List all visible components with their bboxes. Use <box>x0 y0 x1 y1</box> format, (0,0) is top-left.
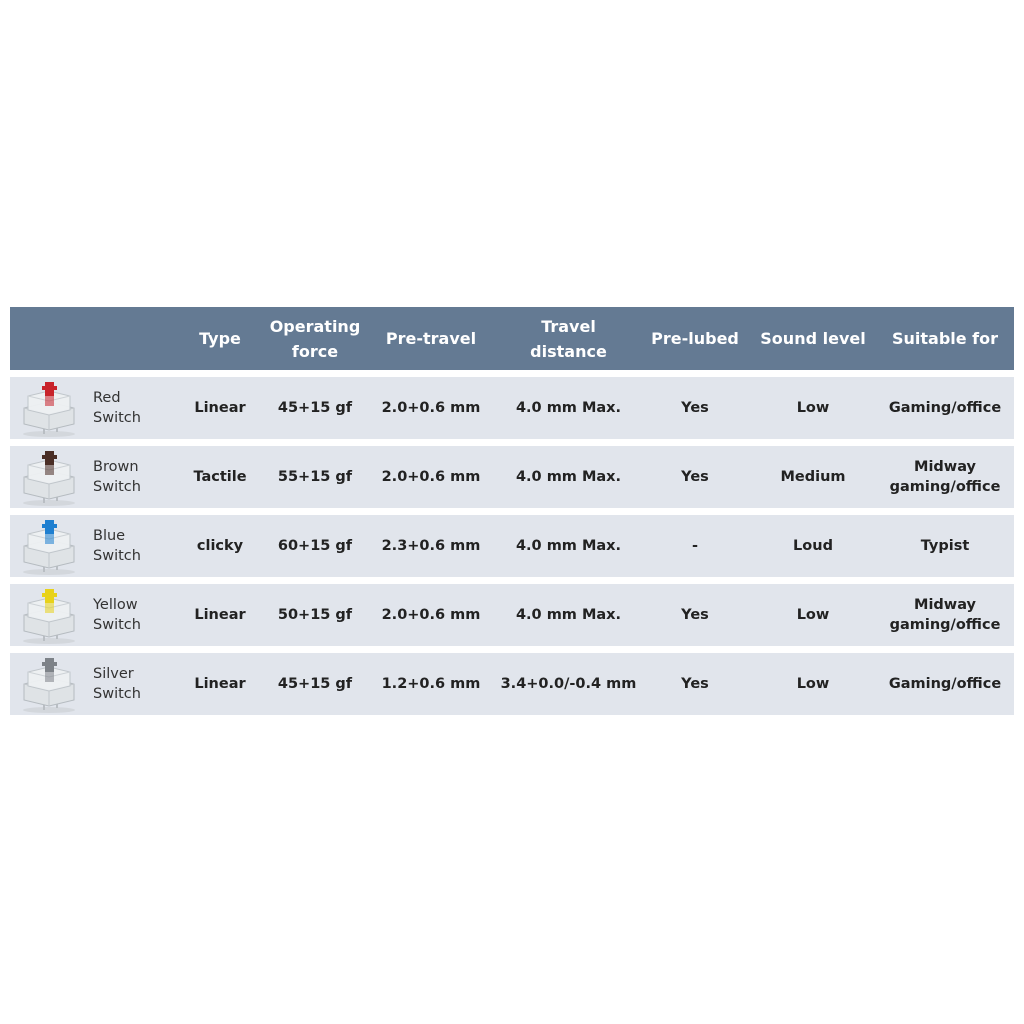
cell-sound-level: Low <box>796 400 830 416</box>
cell-type: Tactile <box>193 469 247 485</box>
switch-name: Brown Switch <box>93 459 141 495</box>
cell-sound-level: Low <box>796 607 830 623</box>
header-sound-level: Sound level <box>760 329 866 348</box>
cell-pre-travel: 1.2+0.6 mm <box>381 676 481 692</box>
cell-sound-level: Medium <box>780 469 846 485</box>
header-pre-travel: Pre-travel <box>385 329 477 348</box>
table-header <box>10 307 1014 370</box>
switch-name: Blue Switch <box>93 528 141 564</box>
header-pre-lubed: Pre-lubed <box>651 329 739 348</box>
cell-type: Linear <box>194 676 246 692</box>
cell-pre-travel: 2.0+0.6 mm <box>381 607 481 623</box>
cell-sound-level: Loud <box>793 538 833 554</box>
header-suitable-for: Suitable for <box>891 329 999 348</box>
table-row <box>10 377 1014 439</box>
cell-pre-lubed: Yes <box>681 676 709 692</box>
table-row <box>10 584 1014 646</box>
cell-travel-distance: 3.4+0.0/-0.4 mm <box>500 676 637 692</box>
cell-suitable-for: Gaming/office <box>888 676 1002 692</box>
switch-image <box>16 516 82 576</box>
cell-operating-force: 50+15 gf <box>277 607 353 623</box>
cell-suitable-for: Gaming/office <box>888 400 1002 416</box>
table-row <box>10 515 1014 577</box>
switch-image <box>16 585 82 645</box>
cell-type: Linear <box>194 607 246 623</box>
cell-suitable-for: Midway gaming/office <box>889 459 1001 495</box>
switch-name: Yellow Switch <box>93 597 141 633</box>
cell-suitable-for: Typist <box>920 538 970 554</box>
cell-pre-travel: 2.0+0.6 mm <box>381 400 481 416</box>
switch-image <box>16 654 82 714</box>
header-travel-distance: Travel distance <box>530 316 607 361</box>
cell-pre-lubed: Yes <box>681 607 709 623</box>
cell-pre-travel: 2.0+0.6 mm <box>381 469 481 485</box>
switch-image <box>16 447 82 507</box>
cell-type: Linear <box>194 400 246 416</box>
cell-suitable-for: Midway gaming/office <box>889 597 1001 633</box>
switch-comparison-table <box>10 307 1014 722</box>
cell-pre-lubed: Yes <box>681 400 709 416</box>
cell-travel-distance: 4.0 mm Max. <box>515 538 622 554</box>
cell-travel-distance: 4.0 mm Max. <box>515 400 622 416</box>
cell-pre-travel: 2.3+0.6 mm <box>381 538 481 554</box>
cell-operating-force: 60+15 gf <box>277 538 353 554</box>
header-type: Type <box>199 329 241 348</box>
cell-travel-distance: 4.0 mm Max. <box>515 469 622 485</box>
table-row <box>10 653 1014 715</box>
cell-operating-force: 45+15 gf <box>277 676 353 692</box>
cell-type: clicky <box>196 538 244 554</box>
header-operating-force: Operating force <box>269 316 361 361</box>
cell-operating-force: 45+15 gf <box>277 400 353 416</box>
switch-image <box>16 378 82 438</box>
switch-name: Silver Switch <box>93 666 141 702</box>
cell-pre-lubed: Yes <box>681 469 709 485</box>
cell-operating-force: 55+15 gf <box>277 469 353 485</box>
cell-travel-distance: 4.0 mm Max. <box>515 607 622 623</box>
cell-sound-level: Low <box>796 676 830 692</box>
cell-pre-lubed: - <box>691 538 699 554</box>
switch-name: Red Switch <box>93 390 141 426</box>
table-row <box>10 446 1014 508</box>
